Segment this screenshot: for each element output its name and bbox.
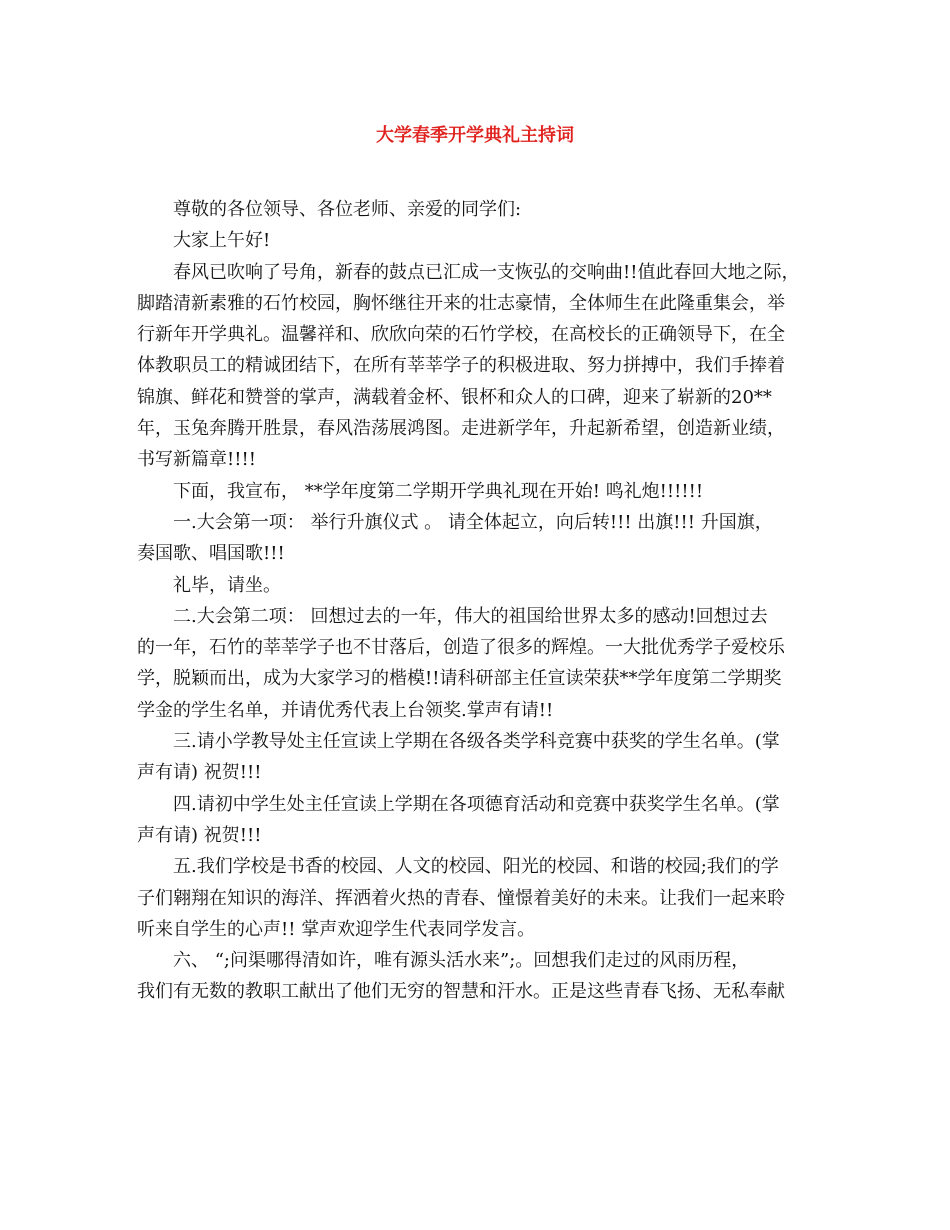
- text-line: 的一年，石竹的莘莘学子也不甘落后，创造了很多的辉煌。一大批优秀学子爱校乐: [137, 637, 785, 659]
- text-line: 五.我们学校是书香的校园、人文的校园、阳光的校园、和谐的校园;我们的学: [173, 856, 779, 878]
- text-line: 三.请小学教导处主任宣读上学期在各级各类学科竞赛中获奖的学生名单。(掌: [173, 731, 780, 753]
- text-line: 尊敬的各位领导、各位老师、亲爱的同学们:: [173, 199, 522, 220]
- text-line: 学金的学生名单，并请优秀代表上台领奖.掌声有请!!: [137, 699, 554, 721]
- text-line: 二.大会第二项： 回想过去的一年，伟大的祖国给世界太多的感动!回想过去: [173, 605, 768, 627]
- text-line: 下面，我宣布， **学年度第二学期开学典礼现在开始! 鸣礼炮!!!!!!: [173, 480, 704, 502]
- text-line: 奏国歌、唱国歌!!!: [137, 543, 285, 565]
- text-line: 听来自学生的心声!! 掌声欢迎学生代表同学发言。: [137, 918, 536, 940]
- body-paragraph: [137, 257, 827, 476]
- text-line: 春风已吹响了号角，新春的鼓点已汇成一支恢弘的交响曲!!值此春回大地之际，: [173, 261, 800, 283]
- text-line: 锦旗、鲜花和赞誉的掌声，满载着金杯、银杯和众人的口碑，迎来了崭新的20**: [137, 386, 772, 408]
- body-paragraph: [137, 476, 827, 507]
- body-paragraph: [137, 194, 827, 225]
- text-line: 子们翱翔在知识的海洋、挥洒着火热的青春、憧憬着美好的未来。让我们一起来聆: [137, 887, 785, 909]
- body-paragraph: [137, 225, 827, 256]
- text-line: 学，脱颖而出，成为大家学习的楷模!!请科研部主任宣读荣获**学年度第二学期奖: [137, 668, 782, 690]
- body-paragraph: [137, 570, 827, 601]
- text-line: 书写新篇章!!!!: [137, 449, 256, 471]
- body-paragraph: [137, 601, 827, 726]
- text-line: 声有请) 祝贺!!!: [137, 824, 262, 846]
- text-line: 一.大会第一项： 举行升旗仪式 。 请全体起立，向后转!!! 出旗!!! 升国旗，: [173, 511, 773, 533]
- text-line: 四.请初中学生处主任宣读上学期在各项德育活动和竞赛中获奖学生名单。(掌: [173, 793, 780, 815]
- document-title: 大学春季开学典礼主持词: [376, 125, 574, 146]
- body-paragraph: [137, 507, 827, 570]
- text-line: 我们有无数的教职工献出了他们无穷的智慧和汗水。正是这些青春飞扬、无私奉献: [137, 981, 785, 1003]
- text-line: 大家上午好!: [173, 230, 271, 252]
- body-paragraph: [137, 851, 827, 945]
- text-line: 声有请) 祝贺!!!: [137, 762, 262, 784]
- body-paragraph: [137, 789, 827, 852]
- document-body: [137, 194, 827, 1008]
- text-line: 脚踏清新素雅的石竹校园，胸怀继往开来的壮志豪情，全体师生在此隆重集会，举: [137, 292, 785, 314]
- text-line: 体教职员工的精诚团结下，在所有莘莘学子的积极进取、努力拼搏中，我们手捧着: [137, 355, 785, 377]
- text-line: 年，玉兔奔腾开胜景，春风浩荡展鸿图。走进新学年，升起新希望，创造新业绩，: [137, 418, 785, 440]
- text-line: 礼毕，请坐。: [173, 574, 281, 596]
- text-line: 行新年开学典礼。温馨祥和、欣欣向荣的石竹学校，在高校长的正确领导下，在全: [137, 324, 785, 346]
- text-line: 六、 “;问渠哪得清如许，唯有源头活水来”;。回想我们走过的风雨历程，: [173, 950, 750, 972]
- body-paragraph: [137, 945, 827, 1008]
- body-paragraph: [137, 726, 827, 789]
